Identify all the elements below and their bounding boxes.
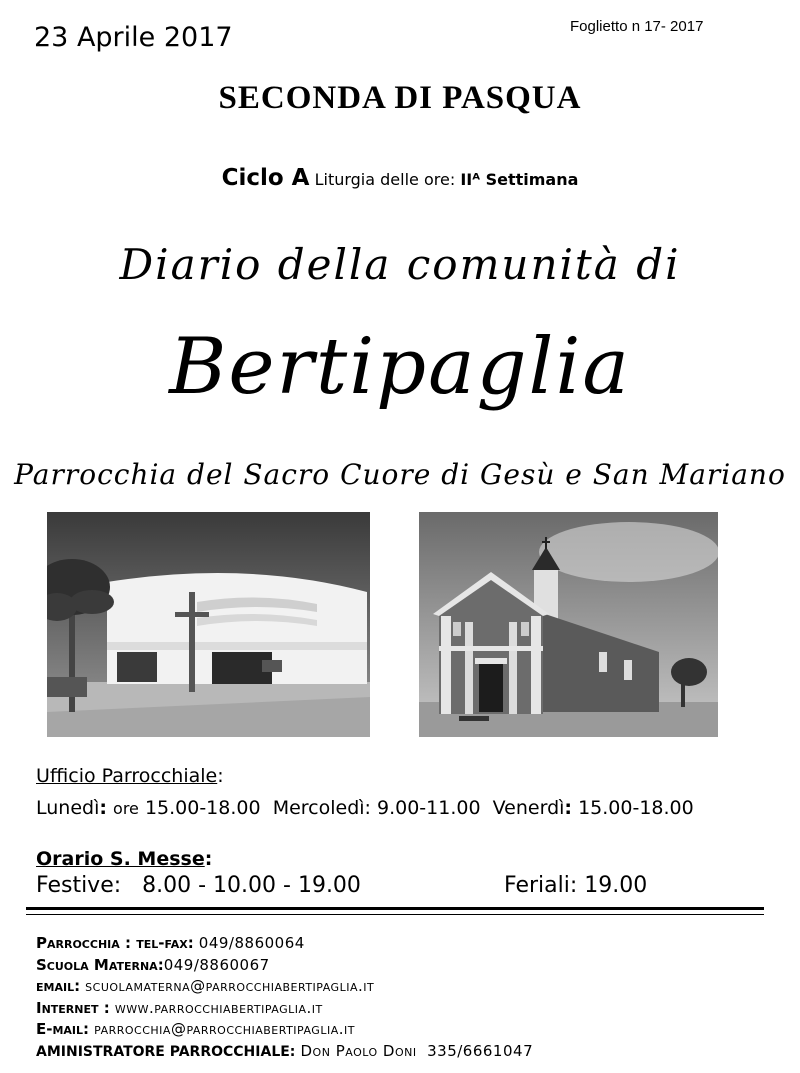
liturgy-line — [0, 165, 800, 191]
ufficio-label: Ufficio Parrocchiale — [36, 765, 218, 787]
ufficio-hours: Lunedì: ore 15.00-18.00 Mercoledì: 9.00-11.00 Venerdì: 15.00-18.00 — [36, 797, 694, 819]
lunedi-time: 15.00-18.00 — [144, 797, 261, 819]
page-title: SECONDA DI PASQUA — [218, 80, 582, 116]
contact-parrocchia — [36, 932, 533, 954]
contact-amm-value: Don Paolo Doni 335/6661047 — [300, 1041, 534, 1060]
venerdi-label: Venerdì — [492, 797, 565, 819]
historic-church-photo — [419, 512, 718, 737]
contact-email-label: email: — [36, 977, 81, 995]
contact-email2-value[interactable]: parrocchia@parrocchiabertipaglia.it — [94, 1020, 355, 1038]
ufficio-colon: : — [217, 765, 224, 787]
ufficio-heading — [36, 765, 224, 787]
contact-parrocchia-label: Parrocchia : tel-fax: — [36, 934, 194, 952]
masthead-diario: Diario della comunità di — [119, 240, 681, 289]
contact-scuola-value: 049/8860067 — [163, 955, 270, 974]
ciclo-label: Ciclo A — [221, 165, 310, 191]
modern-church-photo — [47, 512, 370, 737]
messe-colon: : — [204, 848, 213, 870]
contact-email2 — [36, 1018, 533, 1040]
masthead-name: Bertipaglia — [169, 322, 631, 412]
divider-thick — [26, 907, 764, 910]
contact-email-value[interactable]: scuolamaterna@parrocchiabertipaglia.it — [85, 977, 375, 995]
contacts-block — [36, 932, 533, 1061]
messe-label: Orario S. Messe — [36, 848, 205, 870]
feriali-times: Feriali: 19.00 — [504, 873, 648, 898]
festive-times: Festive: 8.00 - 10.00 - 19.00 — [36, 873, 361, 898]
modern-church-illustration — [47, 512, 370, 737]
contact-internet — [36, 997, 533, 1019]
contact-parrocchia-value: 049/8860064 — [198, 934, 305, 952]
contact-scuola — [36, 954, 533, 976]
lunedi-ore: ore — [113, 799, 139, 818]
contact-scuola-label: Scuola Materna: — [36, 955, 164, 974]
venerdi-time: 15.00-18.00 — [578, 797, 694, 819]
contact-amministratore — [36, 1040, 533, 1062]
historic-church-illustration — [419, 512, 718, 737]
mercoledi-time: 9.00-11.00 — [377, 797, 481, 819]
contact-amm-label: AMINISTRATORE PARROCCHIALE: — [36, 1043, 296, 1060]
contact-email — [36, 975, 533, 997]
mercoledi-label: Mercoledì: — [272, 797, 371, 819]
contact-internet-value[interactable]: www.parrocchiabertipaglia.it — [114, 998, 323, 1017]
liturgia-label: Liturgia delle ore: — [314, 170, 456, 189]
bulletin-number: Foglietto n 17- 2017 — [570, 18, 704, 35]
contact-internet-label: Internet : — [36, 998, 110, 1017]
bulletin-date: 23 Aprile 2017 — [34, 22, 233, 53]
lunedi-label: Lunedì — [36, 797, 100, 819]
messe-heading — [36, 848, 212, 870]
contact-email2-label: E-mail: — [36, 1020, 90, 1038]
divider-thin — [26, 914, 764, 915]
masthead-parrocchia: Parrocchia del Sacro Cuore di Gesù e San Mariano — [14, 458, 786, 491]
settimana-label: IIᴬ Settimana — [460, 170, 579, 189]
